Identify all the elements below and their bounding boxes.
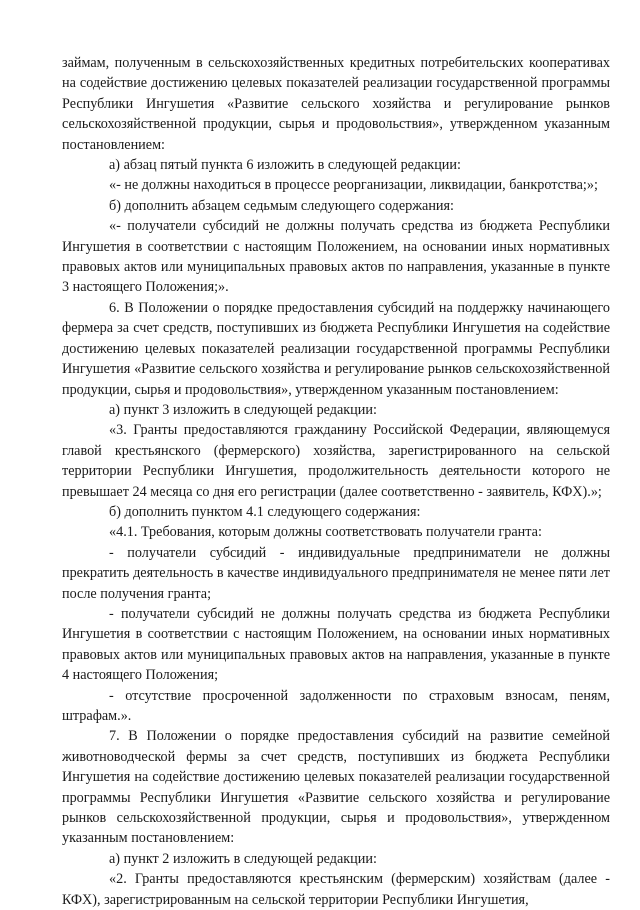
paragraph: «- не должны находиться в процессе реорганизации, ликвидации, банкротства;»; (109, 177, 598, 194)
paragraph: а) пункт 2 изложить в следующей редакции: (109, 850, 377, 867)
paragraph: - получатели субсидий не должны получать средства из бюджета Республики Ингушетия в соответствии с настоящим Положением, на основании иных нормативных правовых актов или муниципальных правовых актов на направления, указанные в пункте 4 настоящего Положения; (62, 605, 610, 684)
paragraph: «4.1. Требования, которым должны соответствовать получатели гранта: (109, 524, 542, 541)
paragraph: «2. Гранты предоставляются крестьянским (фермерским) хозяйствам (далее - КФХ), зарегистрированным на сельской территории Республики Ингушетия, (62, 871, 610, 908)
paragraph: «- получатели субсидий не должны получать средства из бюджета Республики Ингушетия в соответствии с настоящим Положением, на основании иных нормативных правовых актов или муниципальных правовых актов по направления, указанные в пункте 3 настоящего Положения;». (62, 218, 610, 296)
paragraph: «3. Гранты предоставляются гражданину Российской Федерации, являющемуся главой крестьянского (фермерского) хозяйства, зарегистрированного на сельской территории Республики Ингушетия, продолжительность деятельности которого не превышает 24 месяца со дня его регистрации (далее соответственно - заявитель, КФХ).»; (62, 422, 610, 500)
paragraph: - отсутствие просроченной задолженности по страховым взносам, пеням, штрафам.». (62, 687, 610, 724)
paragraph: 7. В Положении о порядке предоставления субсидий на развитие семейной животноводческой фермы за счет средств, поступивших из бюджета Республики Ингушетия на содействие достижению целевых показателей реализации государственной программы Республики Ингушетия «Развитие сельского хозяйства и регулирование рынков сельскохозяйственной продукции, сырья и продовольствия», утвержденном указанным постановлением: (62, 728, 610, 847)
paragraph: а) пункт 3 изложить в следующей редакции: (109, 401, 377, 418)
paragraph: займам, полученным в сельскохозяйственных кредитных потребительских кооперативах на содействие достижению целевых показателей реализации государственной программы Республики Ингушетия «Развитие сельского хозяйства и регулирование рынков сельскохозяйственной продукции, сырья и продовольствия», утвержденном указанным постановлением: (62, 55, 610, 153)
paragraph: б) дополнить пунктом 4.1 следующего содержания: (109, 503, 421, 520)
paragraph: а) абзац пятый пункта 6 изложить в следующей редакции: (109, 157, 461, 174)
paragraph: б) дополнить абзацем седьмым следующего содержания: (109, 197, 454, 214)
paragraph: - получатели субсидий - индивидуальные предприниматели не должны прекратить деятельность в качестве индивидуального предпринимателя не менее пяти лет после получения гранта; (62, 544, 610, 602)
paragraph: 6. В Положении о порядке предоставления субсидий на поддержку начинающего фермера за счет средств, поступивших из бюджета Республики Ингушетия на содействие достижению целевых показателей реализации государственной программы Республики Ингушетия «Развитие сельского хозяйства и регулирование рынков сельскохозяйственной продукции, сырья и продовольствия», утвержденном указанным постановлением: (62, 299, 610, 398)
